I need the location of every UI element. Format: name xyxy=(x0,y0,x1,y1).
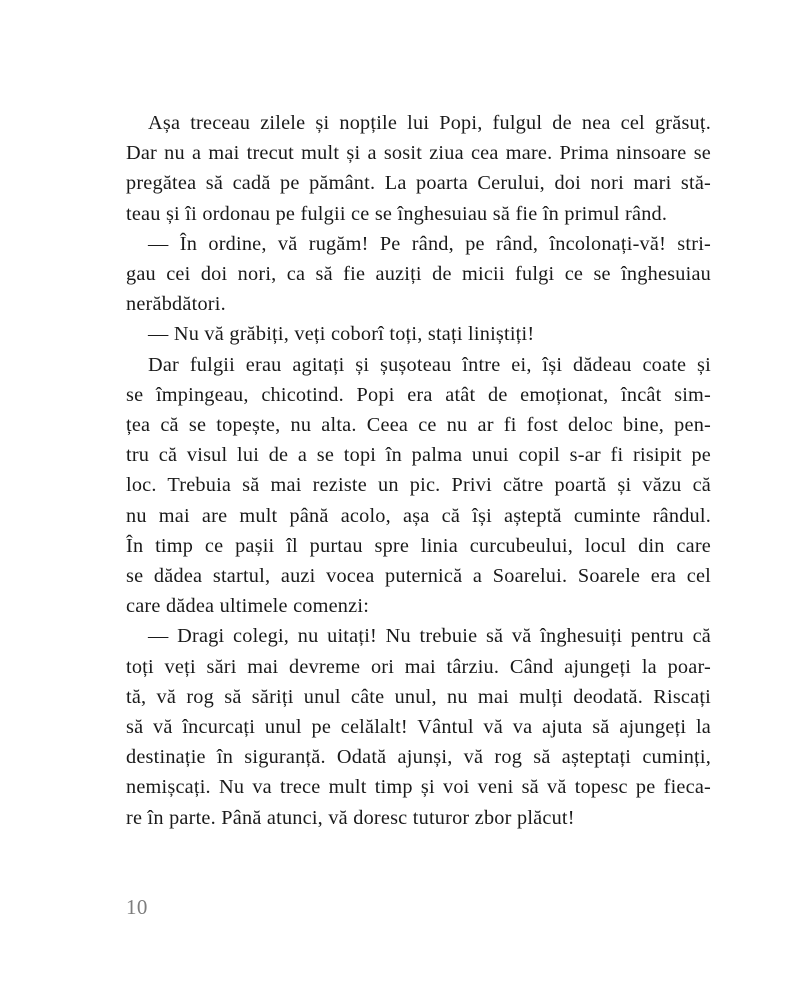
text-line: toți veți sări mai devreme ori mai târziu. Când ajungeți la poar- xyxy=(126,655,711,678)
text-line: tă, vă rog să săriți unul câte unul, nu mai mulți deodată. Riscați xyxy=(126,685,711,708)
page-number: 10 xyxy=(126,895,148,919)
paragraph xyxy=(126,621,711,832)
text-line: se împingeau, chicotind. Popi era atât de emoționat, încât sim- xyxy=(126,383,711,406)
text-line: În timp ce pașii îl purtau spre linia curcubeului, locul din care xyxy=(126,534,711,557)
text-line: nerăbdători. xyxy=(126,293,226,316)
paragraph xyxy=(126,229,711,320)
paragraph xyxy=(126,108,711,229)
text-line: Dar nu a mai trecut mult și a sosit ziua cea mare. Prima ninsoare se xyxy=(126,142,711,165)
text-line: — Dragi colegi, nu uitați! Nu trebuie să vă înghesuiți pentru că xyxy=(148,625,711,648)
text-line: se dădea startul, auzi vocea puternică a Soarelui. Soarele era cel xyxy=(126,565,711,588)
text-line: gau cei doi nori, ca să fie auziți de micii fulgi ce se înghesuiau xyxy=(126,263,711,286)
text-line: Așa treceau zilele și nopțile lui Popi, fulgul de nea cel grăsuț. xyxy=(148,112,711,134)
text-line: să vă încurcați unul pe celălalt! Vântul vă va ajuta să ajungeți la xyxy=(126,716,711,739)
text-line: care dădea ultimele comenzi: xyxy=(126,595,370,618)
paragraph xyxy=(126,350,711,622)
text-line: țea că se topește, nu alta. Ceea ce nu ar fi fost deloc bine, pen- xyxy=(126,414,711,437)
page-text-block xyxy=(126,108,711,833)
text-line: — În ordine, vă rugăm! Pe rând, pe rând, încolonați-vă! stri- xyxy=(148,232,711,255)
text-line: — Nu vă grăbiți, veți coborî toți, stați liniștiți! xyxy=(148,323,535,346)
text-line: teau și îi ordonau pe fulgii ce se înghesuiau să fie în primul rând. xyxy=(126,202,668,225)
text-line: nu mai are mult până acolo, așa că își așteptă cuminte rândul. xyxy=(126,504,711,527)
text-line: loc. Trebuia să mai reziste un pic. Privi către poartă și văzu că xyxy=(126,474,711,497)
text-line: Dar fulgii erau agitați și șușoteau între ei, își dădeau coate și xyxy=(148,353,711,376)
paragraph xyxy=(126,319,711,349)
text-line: destinație în siguranță. Odată ajunși, vă rog să așteptați cuminți, xyxy=(126,746,711,769)
text-line: tru că visul lui de a se topi în palma unui copil s-ar fi risipit pe xyxy=(126,444,711,467)
text-line: pregătea să cadă pe pământ. La poarta Cerului, doi nori mari stă- xyxy=(126,172,711,195)
text-line: nemișcați. Nu va trece mult timp și voi veni să vă topesc pe fieca- xyxy=(126,776,711,799)
text-line: re în parte. Până atunci, vă doresc tuturor zbor plăcut! xyxy=(126,806,575,829)
